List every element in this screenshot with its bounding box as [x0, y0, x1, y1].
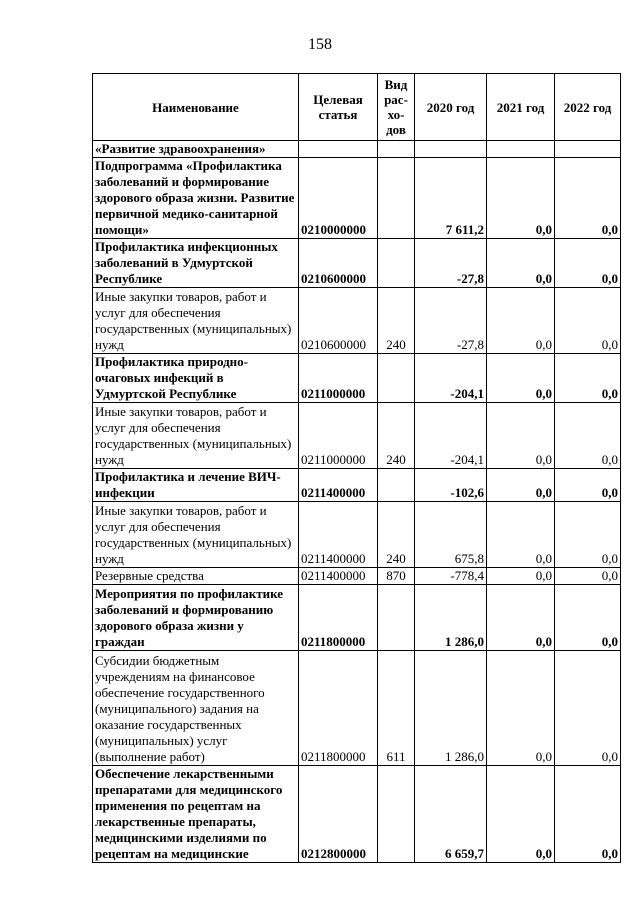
cell-2022	[555, 141, 621, 158]
table-row	[93, 403, 621, 469]
cell-2020: -27,8	[415, 239, 487, 288]
cell-expense-type	[378, 766, 415, 863]
table-row	[93, 239, 621, 288]
cell-name: Мероприятия по профилактике заболеваний и формированию здорового образа жизни у граждан	[93, 585, 299, 651]
cell-target: 0211000000	[299, 354, 378, 403]
table-row	[93, 585, 621, 651]
cell-2022: 0,0	[555, 354, 621, 403]
table-row	[93, 288, 621, 354]
cell-target: 0210600000	[299, 239, 378, 288]
cell-2021: 0,0	[487, 568, 555, 585]
cell-2020: 1 286,0	[415, 585, 487, 651]
cell-2022: 0,0	[555, 568, 621, 585]
cell-expense-type: 240	[378, 502, 415, 568]
cell-2021: 0,0	[487, 502, 555, 568]
cell-2022: 0,0	[555, 403, 621, 469]
cell-target: 0211800000	[299, 651, 378, 766]
table-row	[93, 158, 621, 239]
cell-2021: 0,0	[487, 766, 555, 863]
cell-expense-type	[378, 354, 415, 403]
cell-2021: 0,0	[487, 239, 555, 288]
budget-table	[92, 73, 621, 863]
cell-2020: 1 286,0	[415, 651, 487, 766]
cell-target: 0211800000	[299, 585, 378, 651]
table-row	[93, 766, 621, 863]
cell-target	[299, 141, 378, 158]
cell-expense-type: 240	[378, 288, 415, 354]
cell-2020: 6 659,7	[415, 766, 487, 863]
cell-name: «Развитие здравоохранения»	[93, 141, 299, 158]
cell-expense-type	[378, 469, 415, 502]
cell-target: 0211400000	[299, 568, 378, 585]
cell-2021: 0,0	[487, 651, 555, 766]
header-name: Наименование	[93, 74, 299, 141]
cell-2020: 675,8	[415, 502, 487, 568]
cell-2022: 0,0	[555, 469, 621, 502]
cell-2021: 0,0	[487, 354, 555, 403]
cell-target: 0210600000	[299, 288, 378, 354]
cell-expense-type: 870	[378, 568, 415, 585]
header-2020: 2020 год	[415, 74, 487, 141]
cell-name: Обеспечение лекарственными препаратами для медицинского применения по рецептам на лекарственные препараты, медицинскими изделиями по рецептам на медицинские	[93, 766, 299, 863]
cell-2020	[415, 141, 487, 158]
cell-2022: 0,0	[555, 158, 621, 239]
cell-target: 0210000000	[299, 158, 378, 239]
cell-name: Иные закупки товаров, работ и услуг для обеспечения государственных (муниципальных) нужд	[93, 288, 299, 354]
cell-name: Иные закупки товаров, работ и услуг для обеспечения государственных (муниципальных) нужд	[93, 502, 299, 568]
table-row	[93, 354, 621, 403]
cell-expense-type: 240	[378, 403, 415, 469]
cell-2022: 0,0	[555, 239, 621, 288]
cell-2020: -778,4	[415, 568, 487, 585]
page-number: 158	[308, 36, 332, 53]
header-2021: 2021 год	[487, 74, 555, 141]
cell-expense-type	[378, 141, 415, 158]
header-2022: 2022 год	[555, 74, 621, 141]
cell-name: Профилактика и лечение ВИЧ-инфекции	[93, 469, 299, 502]
cell-2020: -204,1	[415, 403, 487, 469]
cell-target: 0211400000	[299, 502, 378, 568]
cell-expense-type	[378, 585, 415, 651]
cell-2021: 0,0	[487, 469, 555, 502]
table-header-row	[93, 74, 621, 141]
cell-name: Иные закупки товаров, работ и услуг для обеспечения государственных (муниципальных) нужд	[93, 403, 299, 469]
table-row	[93, 651, 621, 766]
cell-name: Субсидии бюджетным учреждениям на финансовое обеспечение государственного (муниципального) задания на оказание государственных (муниципальных) услуг (выполнение работ)	[93, 651, 299, 766]
cell-target: 0211000000	[299, 403, 378, 469]
table-row	[93, 502, 621, 568]
cell-2022: 0,0	[555, 585, 621, 651]
cell-name: Подпрограмма «Профилактика заболеваний и формирование здорового образа жизни. Развитие первичной медико-санитарной помощи»	[93, 158, 299, 239]
cell-2021: 0,0	[487, 403, 555, 469]
cell-target: 0211400000	[299, 469, 378, 502]
cell-2020: 7 611,2	[415, 158, 487, 239]
cell-expense-type	[378, 239, 415, 288]
cell-expense-type	[378, 158, 415, 239]
cell-2022: 0,0	[555, 502, 621, 568]
table-row	[93, 469, 621, 502]
header-expense-type: Вид рас-хо-дов	[378, 74, 415, 141]
cell-2022: 0,0	[555, 766, 621, 863]
cell-2021: 0,0	[487, 585, 555, 651]
table-row	[93, 568, 621, 585]
header-target: Целевая статья	[299, 74, 378, 141]
cell-2020: -204,1	[415, 354, 487, 403]
cell-target: 0212800000	[299, 766, 378, 863]
cell-2022: 0,0	[555, 651, 621, 766]
table-row	[93, 141, 621, 158]
cell-expense-type: 611	[378, 651, 415, 766]
cell-name: Профилактика инфекционных заболеваний в Удмуртской Республике	[93, 239, 299, 288]
cell-2021: 0,0	[487, 158, 555, 239]
cell-name: Резервные средства	[93, 568, 299, 585]
cell-2020: -102,6	[415, 469, 487, 502]
cell-2021: 0,0	[487, 288, 555, 354]
cell-2022: 0,0	[555, 288, 621, 354]
cell-2021	[487, 141, 555, 158]
cell-name: Профилактика природно-очаговых инфекций в Удмуртской Республике	[93, 354, 299, 403]
cell-2020: -27,8	[415, 288, 487, 354]
